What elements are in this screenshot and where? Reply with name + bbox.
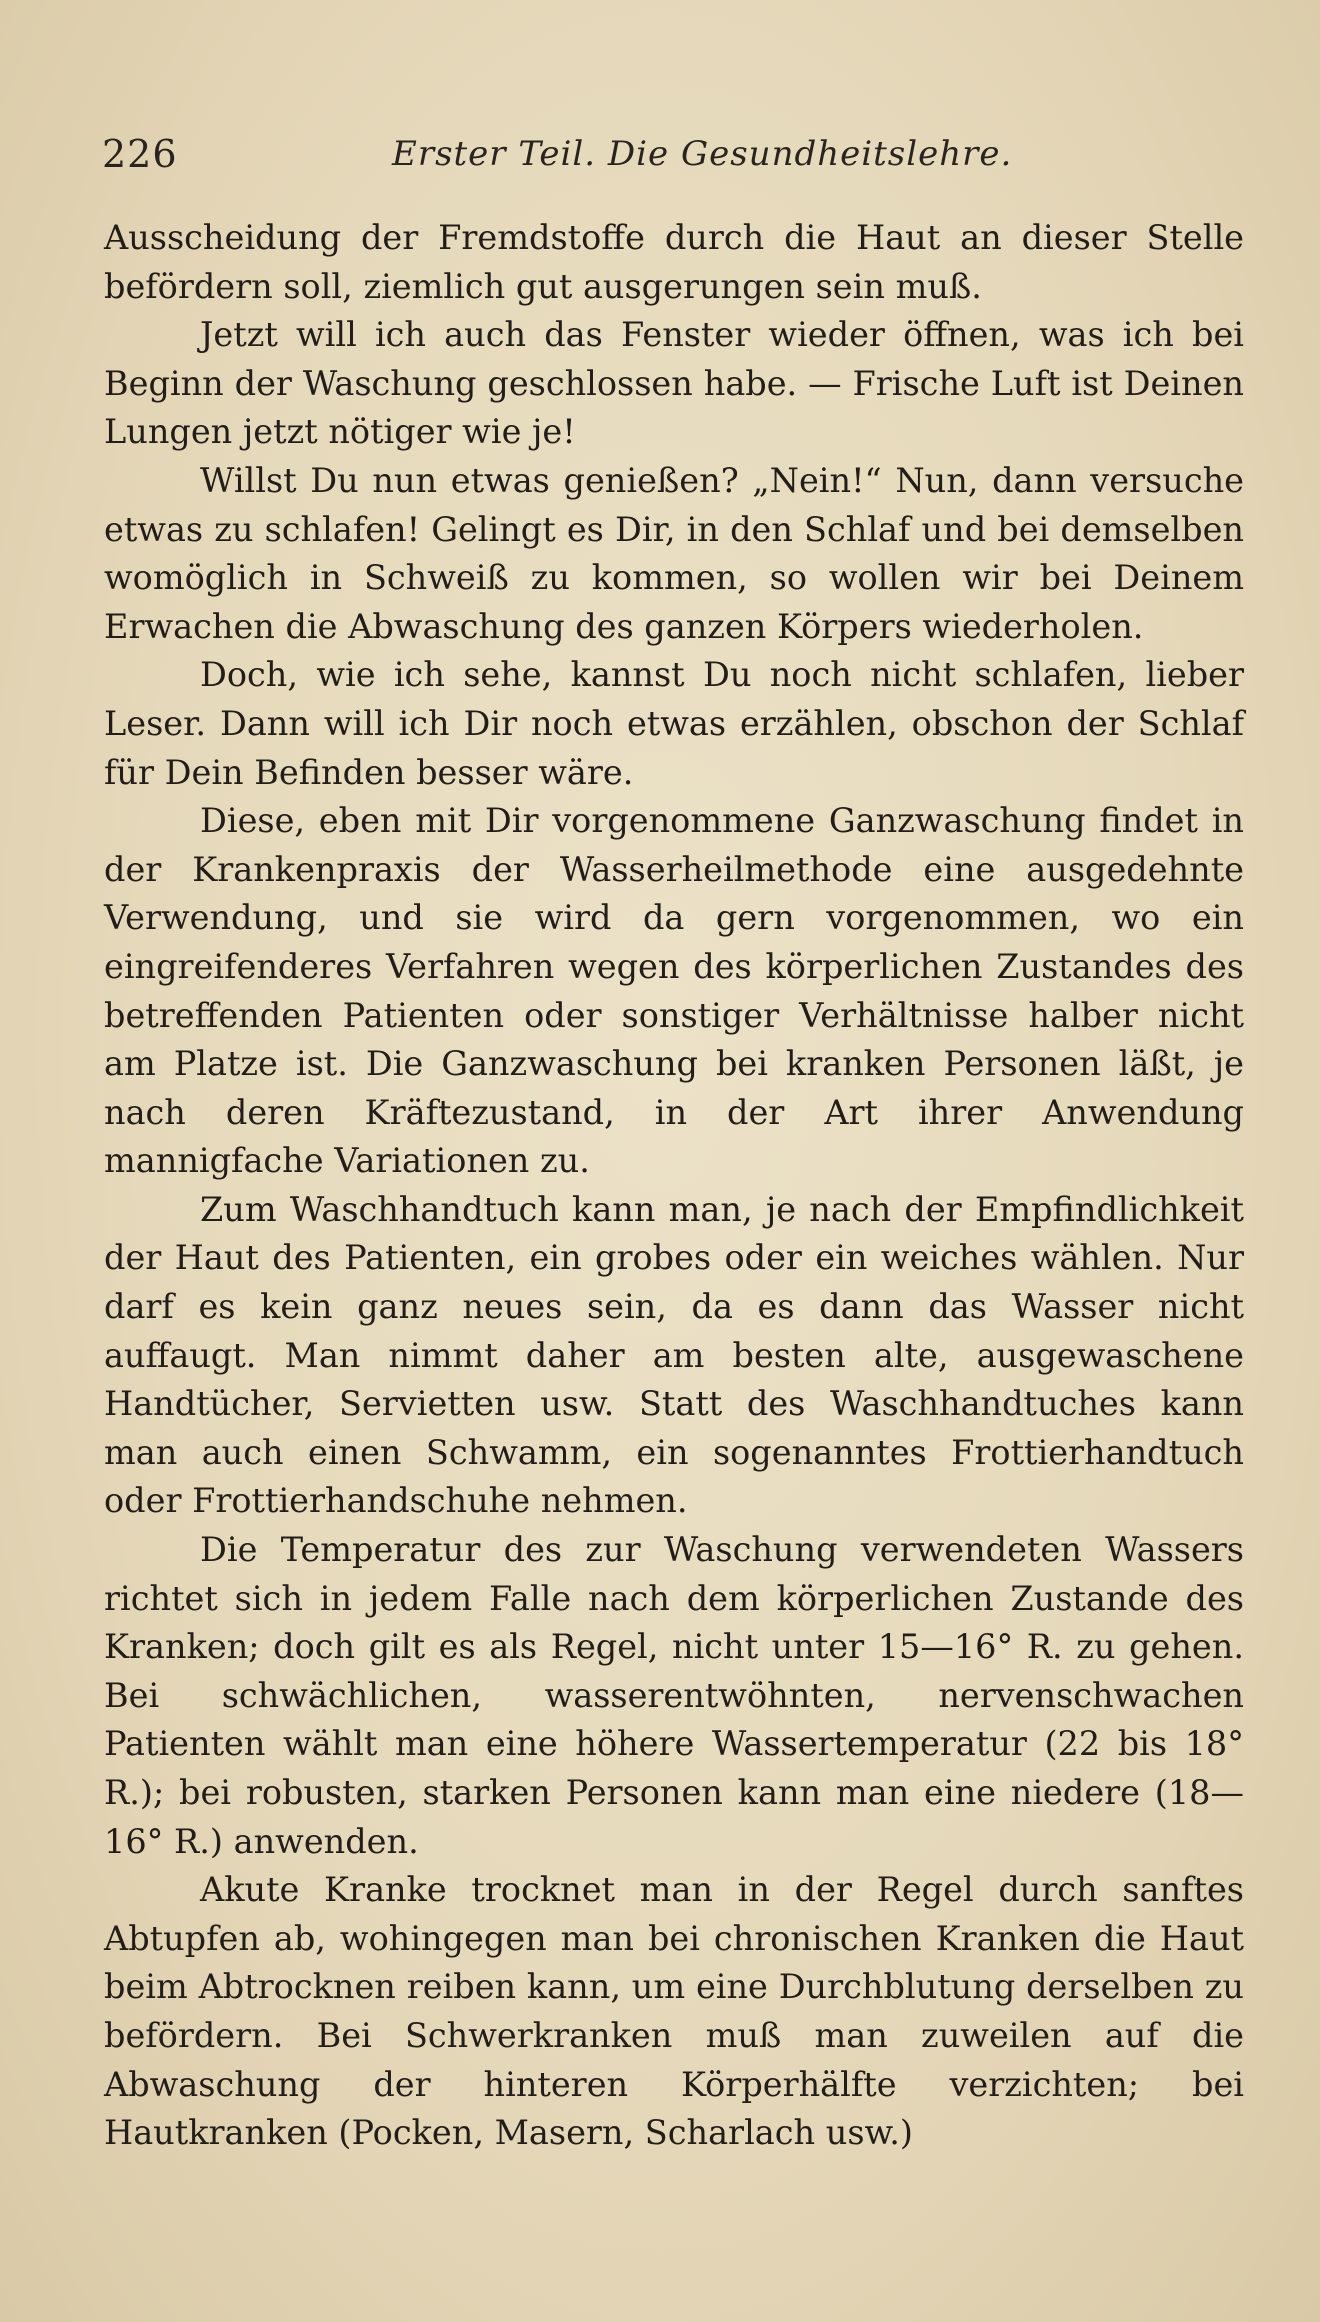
paragraph-7: Die Temperatur des zur Waschung verwendeten Wassers richtet sich in jedem Falle nach dem körperlichen Zustande des Kranken; doch gilt es als Regel, nicht unter 15—16° R. zu gehen. Bei schwächlichen, wasserentwöhnten, nervenschwachen Patienten wählt man eine höhere Wassertemperatur (22 bis 18° R.); bei robusten, starken Personen kann man eine niedere (18—16° R.) anwenden.	[104, 1530, 1244, 1861]
paragraph-4: Doch, wie ich sehe, kannst Du noch nicht schlafen, lieber Leser. Dann will ich Dir noch etwas erzählen, obschon der Schlaf für Dein Befinden besser wäre.	[104, 655, 1244, 792]
page-header	[102, 128, 1242, 188]
paragraph-8: Akute Kranke trocknet man in der Regel durch sanftes Abtupfen ab, wohingegen man bei chronischen Kranken die Haut beim Abtrocknen reiben kann, um eine Durchblutung derselben zu befördern. Bei Schwerkranken muß man zuweilen auf die Abwaschung der hinteren Körperhälfte verzichten; bei Hautkranken (Pocken, Masern, Scharlach usw.)	[104, 1870, 1244, 2153]
page-number: 226	[102, 132, 178, 176]
paragraph-6: Zum Waschhandtuch kann man, je nach der Empfindlichkeit der Haut des Patienten, ein grobes oder ein weiches wählen. Nur darf es kein ganz neues sein, da es dann das Wasser nicht auffaugt. Man nimmt daher am besten alte, ausgewaschene Handtücher, Servietten usw. Statt des Waschhandtuches kann man auch einen Schwamm, ein sogenanntes Frottierhandtuch oder Frottierhandschuhe nehmen.	[104, 1189, 1244, 1521]
paragraph-1: Ausscheidung der Fremdstoffe durch die Haut an dieser Stelle befördern soll, ziemlich gut ausgerungen sein muß.	[104, 218, 1244, 306]
running-head: Erster Teil. Die Gesundheitslehre.	[392, 134, 1013, 174]
paragraph-2: Jetzt will ich auch das Fenster wieder öffnen, was ich bei Beginn der Waschung geschlossen habe. — Frische Luft ist Deinen Lungen jetzt nötiger wie je!	[104, 315, 1244, 452]
paragraph-3: Willst Du nun etwas genießen? „Nein!“ Nun, dann versuche etwas zu schlafen! Gelingt es Dir, in den Schlaf und bei demselben womöglich in Schweiß zu kommen, so wollen wir bei Deinem Erwachen die Abwaschung des ganzen Körpers wiederholen.	[104, 460, 1244, 646]
body-text	[104, 214, 1244, 2158]
paragraph-5: Diese, eben mit Dir vorgenommene Ganzwaschung findet in der Krankenpraxis der Wasserheilmethode eine ausgedehnte Verwendung, und sie wird da gern vorgenommen, wo ein eingreifenderes Verfahren wegen des körperlichen Zustandes des betreffenden Patienten oder sonstiger Verhältnisse halber nicht am Platze ist. Die Ganzwaschung bei kranken Personen läßt, je nach deren Kräftezustand, in der Art ihrer Anwendung mannigfache Variationen zu.	[104, 801, 1244, 1181]
